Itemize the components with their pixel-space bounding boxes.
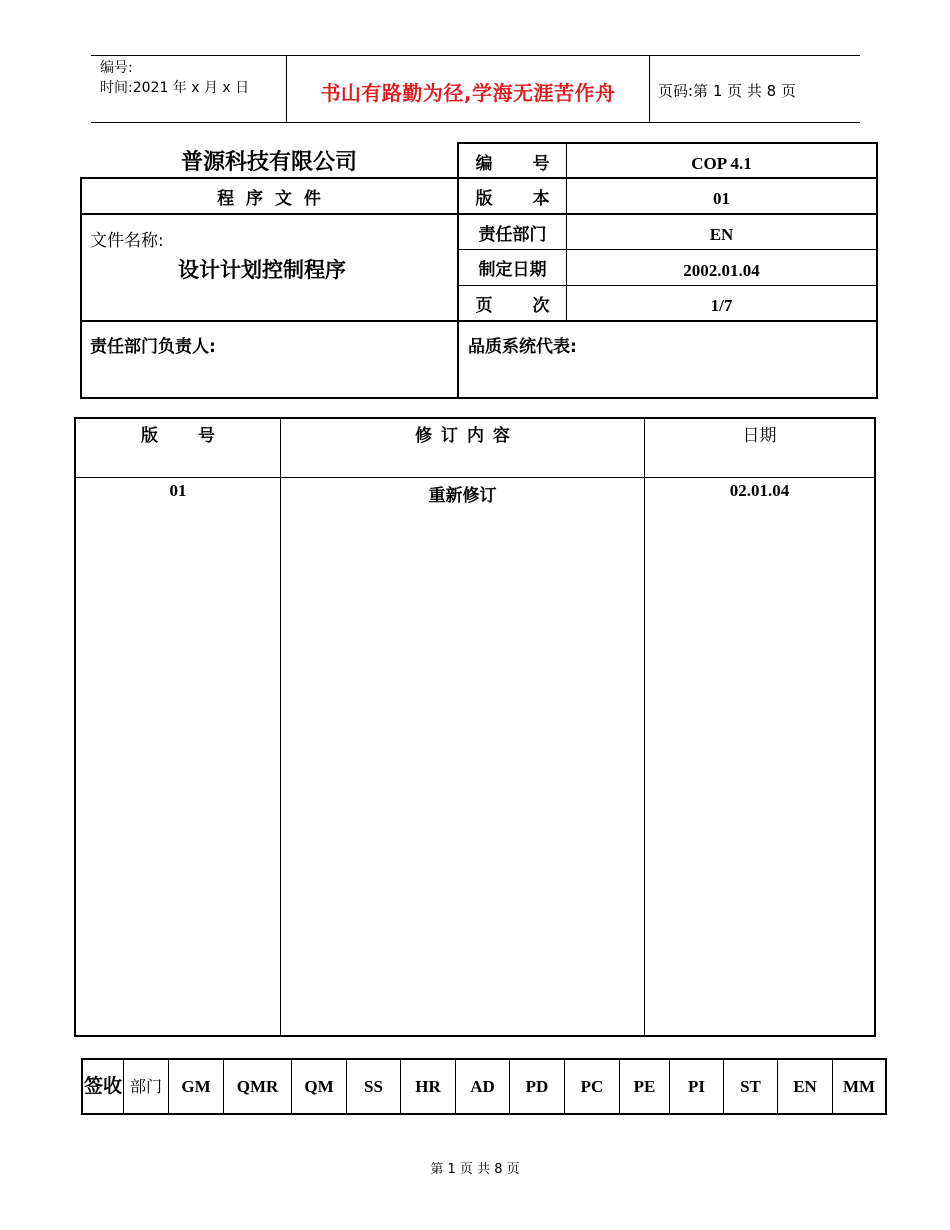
field-value-pages: 1/7 <box>710 296 733 315</box>
time-label: 时间:2021 年 x 月 x 日 <box>100 80 250 96</box>
revision-table <box>74 417 876 1037</box>
field-value-code: COP 4.1 <box>691 154 752 173</box>
signoff-table <box>81 1058 887 1115</box>
dept-pe: PE <box>633 1076 656 1096</box>
revision-date: 02.01.04 <box>729 481 790 500</box>
field-label-code: 编 号 <box>475 153 550 174</box>
dept-qmr: QMR <box>236 1076 279 1096</box>
file-name-label: 文件名称: <box>90 231 164 251</box>
dept-mm: MM <box>842 1076 876 1096</box>
column-header-content: 修 订 内 容 <box>415 426 510 446</box>
column-header-date: 日期 <box>742 426 777 446</box>
column-header-version: 版 号 <box>141 426 215 446</box>
document-info-table <box>80 142 878 399</box>
company-name: 普源科技有限公司 <box>180 149 357 175</box>
field-label-version: 版 本 <box>475 188 550 209</box>
dept-hr: HR <box>415 1076 441 1096</box>
dept-ad: AD <box>470 1076 495 1096</box>
field-value-date: 2002.01.04 <box>683 260 760 280</box>
field-value-department: EN <box>709 225 734 244</box>
dept-qm: QM <box>304 1076 334 1096</box>
dept-st: ST <box>740 1076 761 1096</box>
dept-en: EN <box>793 1076 817 1096</box>
page-footer <box>0 1158 950 1177</box>
dept-pd: PD <box>525 1076 549 1096</box>
sign-label: 签收 <box>83 1075 122 1097</box>
footer-page-number: 第 1 页 共 8 页 <box>430 1162 520 1177</box>
code-label: 编号: <box>100 60 133 76</box>
dept-gm: GM <box>181 1076 211 1096</box>
file-name: 设计计划控制程序 <box>178 258 346 282</box>
field-label-pages: 页 次 <box>475 295 550 316</box>
revision-content: 重新修订 <box>428 486 497 506</box>
motto: 书山有路勤为径,学海无涯苦作舟 <box>320 81 616 105</box>
field-label-department: 责任部门 <box>478 224 547 245</box>
department-head-label: 责任部门负责人: <box>90 337 216 357</box>
document-type: 程 序 文 件 <box>217 188 321 209</box>
field-value-version: 01 <box>713 189 730 208</box>
header-divider <box>649 56 650 122</box>
quality-representative-label: 品质系统代表: <box>468 337 577 357</box>
page-header <box>91 55 860 123</box>
dept-pc: PC <box>580 1076 604 1096</box>
dept-pi: PI <box>688 1076 705 1096</box>
dept-ss: SS <box>364 1076 383 1096</box>
page-number-label: 页码:第 1 页 共 8 页 <box>658 82 796 100</box>
field-label-date: 制定日期 <box>478 260 547 280</box>
department-label: 部门 <box>129 1077 162 1096</box>
revision-version: 01 <box>169 481 187 500</box>
header-meta <box>100 58 249 98</box>
